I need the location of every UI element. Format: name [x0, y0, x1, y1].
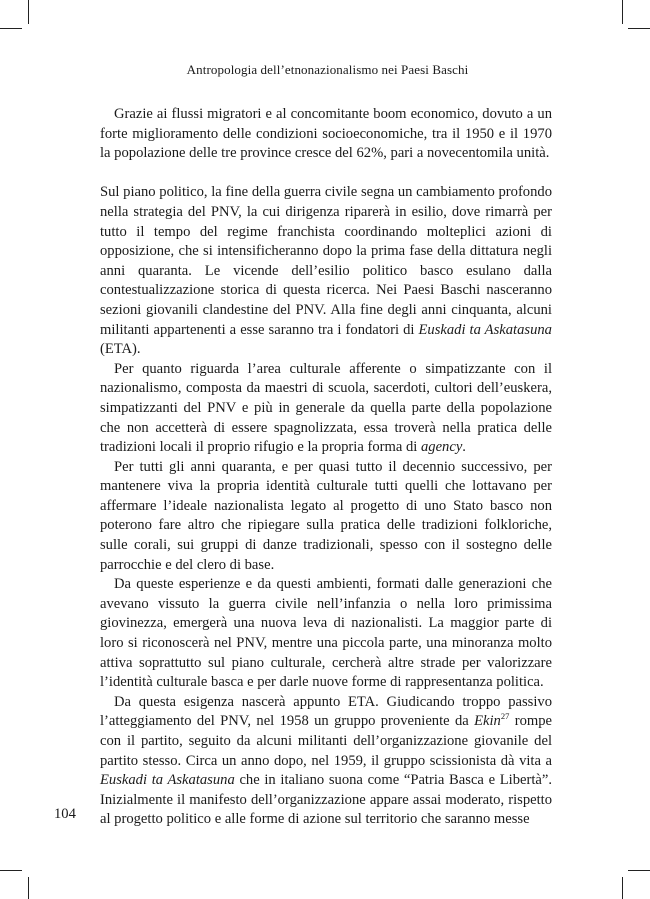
main-text — [100, 105, 552, 830]
crop-mark-top-left-horizontal — [0, 28, 22, 29]
paragraph-5: Da queste esperienze e da questi ambienti, formati dalle generazioni che avevano vissuto la guerra civile nell’infanzia o nella loro primissima giovinezza, emergerà una nuova leva di nazionalisti. La maggior parte di loro si riconoscerà nel PNV, mentre una piccola parte, una minoranza molto attiva soprattutto sul piano culturale, cercherà altre strade per valorizzare l’identità culturale basca e per darle nuove forme di rappresentanza politica. — [100, 576, 552, 691]
paragraph-4: Per tutti gli anni quaranta, e per quasi tutto il decennio successivo, per mantenere viva la propria identità culturale tutti quelli che lottavano per affermare l’ideale nazionalista legato al progetto di uno Stato basco non poterono fare altro che ripiegare sulla pratica delle tradizioni folkloriche, sulle corali, sui gruppi di danze tradizionali, spesso con il sostegno delle parrocchie e del clero di base. — [100, 458, 552, 573]
page-number: 104 — [54, 806, 76, 822]
crop-mark-top-right-horizontal — [628, 28, 650, 29]
section-gap — [100, 164, 552, 184]
italic-term: Euskadi ta Askatasuna — [100, 772, 235, 789]
paragraph-2: Sul piano politico, la fine della guerra civile segna un cambiamento profondo nella strategia del PNV, la cui dirigenza riparerà in esilio, dove rimarrà per tutto il tempo del regime franchista coordinando molteplici azioni di opposizione, che si intensificheranno dopo la prima fase della dittatura negli anni quaranta. Le vicende dell’esilio politico basco esulano dalla contestualizzazione storica di questa ricerca. Nei Paesi Baschi nasceranno sezioni giovanili clandestine del PNV. Alla fine degli anni cinquanta, alcuni militanti appartenenti a esse saranno tra i fondatori di Euskadi ta Askatasuna (ETA). — [100, 184, 552, 358]
italic-term: Euskadi ta Askatasuna — [418, 321, 552, 338]
crop-mark-top-left-vertical — [28, 0, 29, 24]
italic-term: agency — [420, 439, 463, 456]
footnote-ref[interactable]: 27 — [500, 711, 510, 722]
paragraph-3: Per quanto riguarda l’area culturale afferente o simpatizzante con il nazionalismo, composta da maestri di scuola, sacerdoti, cultori dell’euskera, simpatizzanti del PNV e più in generale da quella parte della popolazione che non accetterà di essere spagnolizzata, essa troverà nella pratica delle tradizioni locali il proprio rifugio e la propria forma di agency. — [100, 360, 552, 456]
crop-mark-top-right-vertical — [622, 0, 623, 24]
running-header: Antropologia dell’etnonazionalismo nei Paesi Baschi — [186, 62, 469, 77]
crop-mark-bottom-right-vertical — [622, 877, 623, 899]
crop-mark-bottom-left-horizontal — [0, 870, 22, 871]
crop-mark-bottom-left-vertical — [28, 877, 29, 899]
crop-mark-bottom-right-horizontal — [628, 870, 650, 871]
italic-term: Ekin — [474, 713, 501, 730]
paragraph-6: Da questa esigenza nascerà appunto ETA. Giudicando troppo passivo l’atteggiamento del PNV, nel 1958 un gruppo proveniente da Ekin$^{27}$ rompe con il partito, seguito da alcuni militanti dell’organizzazione giovanile del partito stesso. Circa un anno dopo, nel 1959, il gruppo scissionista dà vita a Euskadi ta Askatasuna che in italiano suona come “Patria Basca e Libertà”. Inizialmente il manifesto dell’organizzazione appare assai moderato, rispetto al progetto politico e alle forme di azione sul territorio che saranno messe — [100, 693, 552, 828]
paragraph-1: Grazie ai flussi migratori e al concomitante boom economico, dovuto a un forte miglioramento delle condizioni socioeconomiche, tra il 1950 e il 1970 la popolazione delle tre province cresce del 62%, pari a novecentomila unità. — [100, 106, 552, 162]
